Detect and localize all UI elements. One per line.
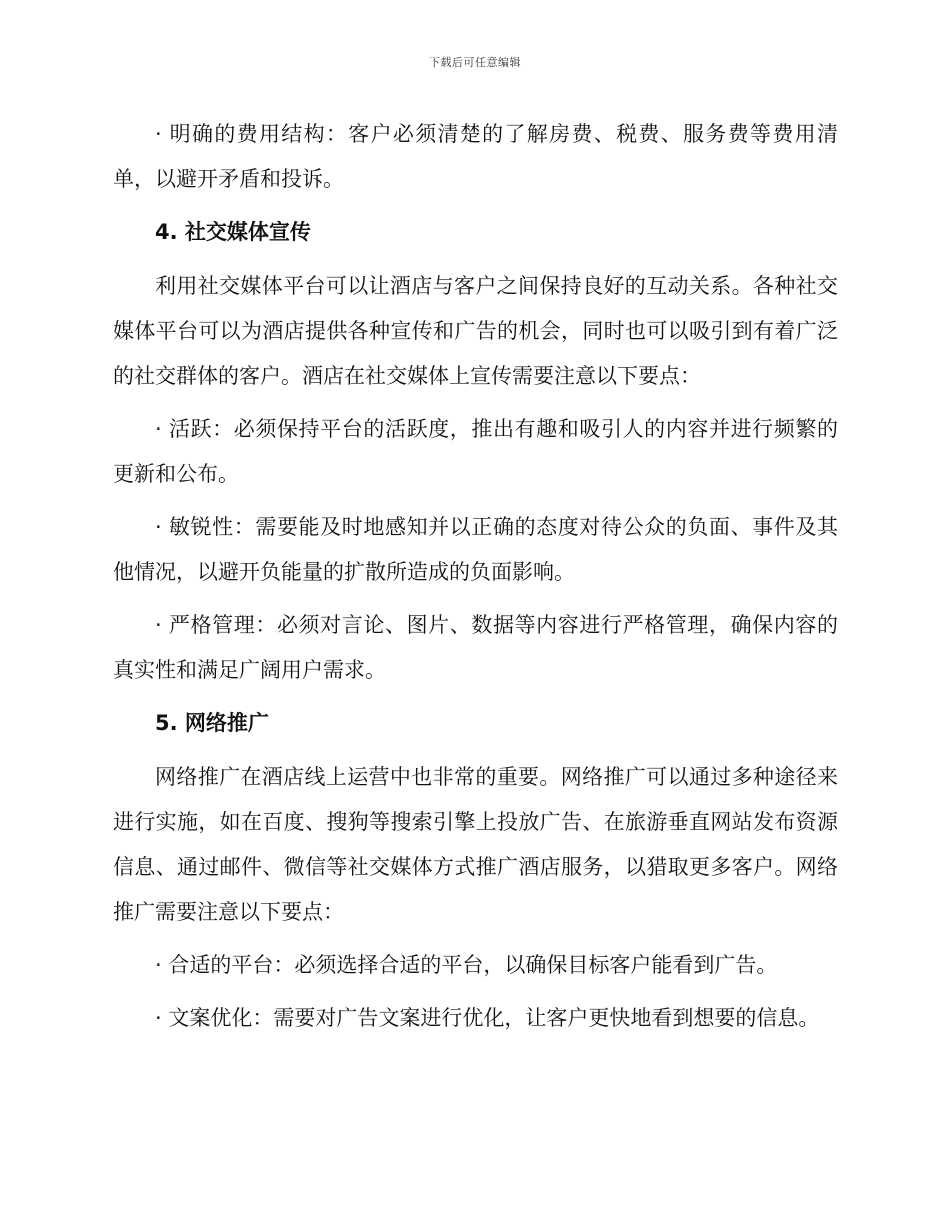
page-header: 下载后可任意编辑 (429, 56, 521, 69)
document-body (113, 112, 838, 1049)
bullet-fee-structure: · 明确的费用结构：客户必须清楚的了解房费、税费、服务费等费用清单，以避开矛盾和投诉。 (113, 122, 838, 191)
bullet-suitable-platform: · 合适的平台：必须选择合适的平台，以确保目标客户能看到广告。 (155, 953, 778, 977)
bullet-strict-management: · 严格管理：必须对言论、图片、数据等内容进行严格管理，确保内容的真实性和满足广阔用户需求。 (113, 613, 838, 682)
bullet-copy-optimization: · 文案优化：需要对广告文案进行优化，让客户更快地看到想要的信息。 (155, 1006, 820, 1030)
bullet-sensitivity: · 敏锐性：需要能及时地感知并以正确的态度对待公众的负面、事件及其他情况，以避开负能量的扩散所造成的负面影响。 (113, 515, 838, 584)
paragraph-social-media: 利用社交媒体平台可以让酒店与客户之间保持良好的互动关系。各种社交媒体平台可以为酒店提供各种宣传和广告的机会，同时也可以吸引到有着广泛的社交群体的客户。酒店在社交媒体上宣传需要注意以下要点： (113, 274, 838, 388)
section-heading-social-media: 4. 社交媒体宣传 (155, 220, 311, 244)
bullet-active: · 活跃：必须保持平台的活跃度，推出有趣和吸引人的内容并进行频繁的更新和公布。 (113, 417, 838, 486)
paragraph-online-promotion: 网络推广在酒店线上运营中也非常的重要。网络推广可以通过多种途径来进行实施，如在百度、搜狗等搜索引擎上投放广告、在旅游垂直网站发布资源信息、通过邮件、微信等社交媒体方式推广酒店服务，以猎取更多客户。网络推广需要注意以下要点： (113, 765, 838, 924)
section-heading-online-promotion: 5. 网络推广 (155, 711, 269, 735)
